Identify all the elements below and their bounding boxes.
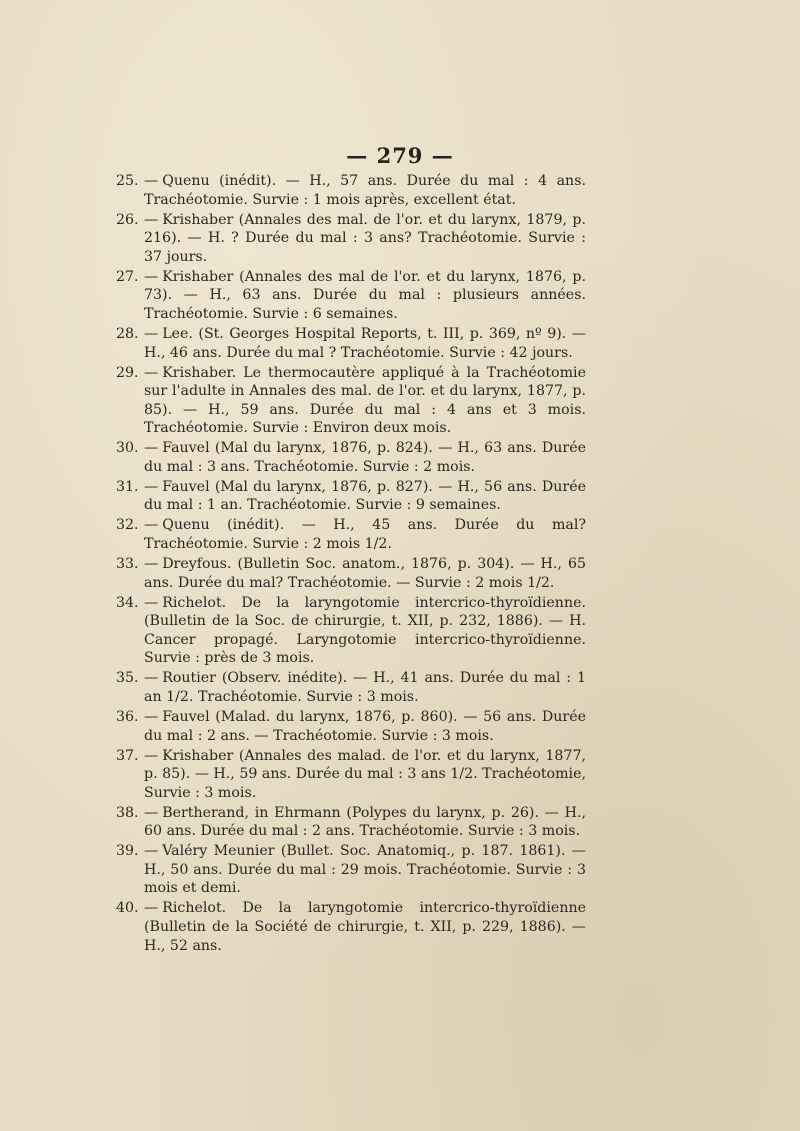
case-entry: 32. — Quenu (inédit). — H., 45 ans. Durée du mal? Trachéotomie. Survie : 2 mois 1/2. xyxy=(116,517,586,553)
case-entry: 36. — Fauvel (Malad. du larynx, 1876, p. 860). — 56 ans. Durée du mal : 2 ans. — Trachéotomie. Survie : 3 mois. xyxy=(116,708,586,744)
case-entry: 30. — Fauvel (Mal du larynx, 1876, p. 824). — H., 63 ans. Durée du mal : 3 ans. Trachéotomie. Survie : 2 mois. xyxy=(116,440,586,475)
case-entry: 39. — Valéry Meunier (Bullet. Soc. Anatomiq., p. 187. 1861). — H., 50 ans. Durée du mal : 29 mois. Trachéotomie. Survie : 3 mois et demi. xyxy=(116,843,586,897)
case-list xyxy=(116,172,586,957)
case-number: 36. xyxy=(116,708,139,725)
case-text: Richelot. De la laryngotomie intercrico-thyroïdienne (Bulletin de la Société de chirurgie, t. XII, p. 229, 1886). — H., 52 ans. xyxy=(144,900,586,954)
case-entry: 37. — Krishaber (Annales des malad. de l'or. et du larynx, 1877, p. 85). — H., 59 ans. Durée du mal : 3 ans 1/2. Trachéotomie, Survie : 3 mois. xyxy=(116,747,586,801)
case-entry: 29. — Krishaber. Le thermocautère appliqué à la Trachéotomie sur l'adulte in Annales des mal. de l'or. et du larynx, 1877, p. 85). — H., 59 ans. Durée du mal : 4 ans et 3 mois. Trachéotomie. Survie : Environ deux mois. xyxy=(116,364,586,437)
case-entry: 34. — Richelot. De la laryngotomie intercrico-thyroïdienne. (Bulletin de la Soc. de chirurgie, t. XII, p. 232, 1886). — H. Cancer propagé. Laryngotomie intercrico-thyroïdienne. Survie : près de 3 mois. xyxy=(116,594,586,667)
case-text: Valéry Meunier (Bullet. Soc. Anatomiq., p. 187. 1861). — H., 50 ans. Durée du mal : 29 mois. Trachéotomie. Survie : 3 mois et demi. xyxy=(144,843,586,897)
case-number: 37. xyxy=(116,747,139,764)
case-text: Krishaber (Annales des malad. de l'or. et du larynx, 1877, p. 85). — H., 59 ans. Durée du mal : 3 ans 1/2. Trachéotomie, Survie : 3 mois. xyxy=(144,747,586,801)
case-text: Routier (Observ. inédite). — H., 41 ans. Durée du mal : 1 an 1/2. Trachéotomie. Survie : 3 mois. xyxy=(144,670,586,705)
case-number: 38. xyxy=(116,804,139,821)
case-text: Krishaber. Le thermocautère appliqué à la Trachéotomie sur l'adulte in Annales des mal. de l'or. et du larynx, 1877, p. 85). — H., 59 ans. Durée du mal : 4 ans et 3 mois. Trachéotomie. Survie : Environ deux mois. xyxy=(144,364,586,437)
case-entry: 40. — Richelot. De la laryngotomie intercrico-thyroïdienne (Bulletin de la Société de chirurgie, t. XII, p. 229, 1886). — H., 52 ans. xyxy=(116,900,586,954)
case-entry: 38. — Bertherand, in Ehrmann (Polypes du larynx, p. 26). — H., 60 ans. Durée du mal : 2 ans. Trachéotomie. Survie : 3 mois. xyxy=(116,804,586,840)
case-number: 39. xyxy=(116,843,139,860)
case-text: Lee. (St. Georges Hospital Reports, t. III, p. 369, nº 9). — H., 46 ans. Durée du mal ? Trachéotomie. Survie : 42 jours. xyxy=(144,325,586,361)
case-text: Fauvel (Malad. du larynx, 1876, p. 860). — 56 ans. Durée du mal : 2 ans. — Trachéotomie. Survie : 3 mois. xyxy=(144,708,586,744)
case-text: Fauvel (Mal du larynx, 1876, p. 824). — H., 63 ans. Durée du mal : 3 ans. Trachéotomie. Survie : 2 mois. xyxy=(144,440,586,475)
page-number: — 279 — xyxy=(346,143,454,168)
case-entry: 33. — Dreyfous. (Bulletin Soc. anatom., 1876, p. 304). — H., 65 ans. Durée du mal? Trachéotomie. — Survie : 2 mois 1/2. xyxy=(116,556,586,591)
case-entry: 27. — Krishaber (Annales des mal de l'or. et du larynx, 1876, p. 73). — H., 63 ans. Durée du mal : plusieurs années. Trachéotomie. Survie : 6 semaines. xyxy=(116,268,586,322)
case-text: Krishaber (Annales des mal. de l'or. et du larynx, 1879, p. 216). — H. ? Durée du mal : 3 ans? Trachéotomie. Survie : 37 jours. xyxy=(144,211,586,265)
case-number: 35. xyxy=(116,670,139,687)
case-text: Bertherand, in Ehrmann (Polypes du larynx, p. 26). — H., 60 ans. Durée du mal : 2 ans. Trachéotomie. Survie : 3 mois. xyxy=(144,804,586,840)
case-number: 33. xyxy=(116,556,139,572)
case-entry: 35. — Routier (Observ. inédite). — H., 41 ans. Durée du mal : 1 an 1/2. Trachéotomie. Survie : 3 mois. xyxy=(116,670,586,705)
case-number: 30. xyxy=(116,440,139,457)
case-number: 26. xyxy=(116,211,139,228)
case-number: 34. xyxy=(116,594,139,611)
case-text: Quenu (inédit). — H., 57 ans. Durée du mal : 4 ans. Trachéotomie. Survie : 1 mois après, excellent état. xyxy=(144,173,586,208)
case-text: Dreyfous. (Bulletin Soc. anatom., 1876, p. 304). — H., 65 ans. Durée du mal? Trachéotomie. — Survie : 2 mois 1/2. xyxy=(144,556,586,591)
case-number: 32. xyxy=(116,517,139,534)
case-number: 27. xyxy=(116,268,139,285)
case-number: 31. xyxy=(116,478,139,495)
case-entry: 25. — Quenu (inédit). — H., 57 ans. Durée du mal : 4 ans. Trachéotomie. Survie : 1 mois après, excellent état. xyxy=(116,173,586,208)
case-number: 25. xyxy=(116,173,139,189)
case-number: 29. xyxy=(116,364,139,381)
case-entry: 28. — Lee. (St. Georges Hospital Reports, t. III, p. 369, nº 9). — H., 46 ans. Durée du mal ? Trachéotomie. Survie : 42 jours. xyxy=(116,325,586,361)
case-text: Krishaber (Annales des mal de l'or. et du larynx, 1876, p. 73). — H., 63 ans. Durée du mal : plusieurs années. Trachéotomie. Survie : 6 semaines. xyxy=(144,268,586,322)
case-text: Richelot. De la laryngotomie intercrico-thyroïdienne. (Bulletin de la Soc. de chirurgie, t. XII, p. 232, 1886). — H. Cancer propagé. Laryngotomie intercrico-thyroïdienne. Survie : près de 3 mois. xyxy=(144,594,586,667)
case-text: Fauvel (Mal du larynx, 1876, p. 827). — H., 56 ans. Durée du mal : 1 an. Trachéotomie. Survie : 9 semaines. xyxy=(144,478,586,514)
case-number: 28. xyxy=(116,325,139,342)
case-entry: 31. — Fauvel (Mal du larynx, 1876, p. 827). — H., 56 ans. Durée du mal : 1 an. Trachéotomie. Survie : 9 semaines. xyxy=(116,478,586,514)
case-entry: 26. — Krishaber (Annales des mal. de l'or. et du larynx, 1879, p. 216). — H. ? Durée du mal : 3 ans? Trachéotomie. Survie : 37 jours. xyxy=(116,211,586,265)
case-number: 40. xyxy=(116,900,139,917)
case-text: Quenu (inédit). — H., 45 ans. Durée du mal? Trachéotomie. Survie : 2 mois 1/2. xyxy=(144,517,586,553)
